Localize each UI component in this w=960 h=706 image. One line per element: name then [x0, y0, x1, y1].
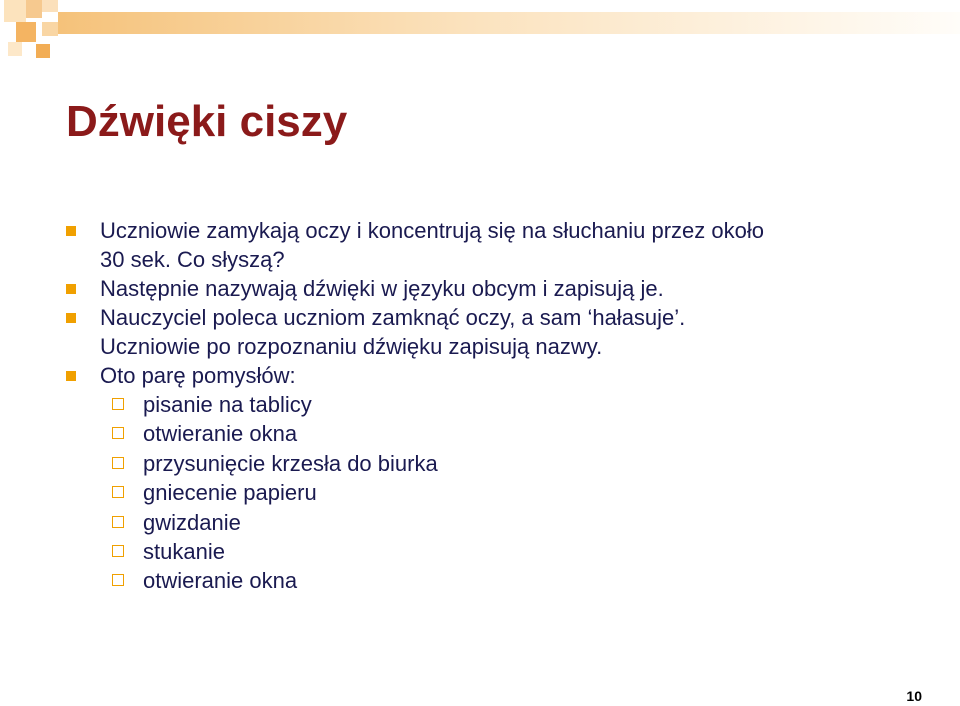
decor-square [26, 0, 42, 18]
hollow-square-bullet-icon [112, 427, 124, 439]
slide-content [66, 216, 936, 596]
slide-title: Dźwięki ciszy [66, 97, 348, 146]
bullet-item [66, 216, 936, 274]
header-gradient-stripe [58, 12, 960, 34]
page-number: 10 [906, 688, 922, 704]
idea-item [66, 508, 936, 537]
hollow-square-bullet-icon [112, 574, 124, 586]
square-bullet-icon [66, 371, 76, 381]
decor-square [42, 22, 58, 36]
hollow-square-bullet-icon [112, 516, 124, 528]
idea-item [66, 566, 936, 595]
decor-square [8, 42, 22, 56]
square-bullet-icon [66, 226, 76, 236]
hollow-square-bullet-icon [112, 545, 124, 557]
hollow-square-bullet-icon [112, 398, 124, 410]
hollow-square-bullet-icon [112, 457, 124, 469]
bullet-line: Oto parę pomysłów: [100, 363, 296, 388]
square-bullet-icon [66, 284, 76, 294]
idea-text: otwieranie okna [143, 421, 298, 447]
idea-text: gwizdanie [143, 509, 241, 535]
idea-text: otwieranie okna [143, 568, 298, 594]
idea-item [66, 537, 936, 566]
square-bullet-icon [66, 313, 76, 323]
idea-text: pisanie na tablicy [143, 392, 312, 417]
idea-text: przysunięcie krzesła do biurka [143, 450, 438, 476]
bullet-line: Uczniowie po rozpoznaniu dźwięku zapisują nazwy. [100, 334, 603, 359]
idea-item [66, 419, 936, 448]
idea-text: stukanie [143, 539, 225, 565]
decor-square [42, 0, 58, 12]
decor-square [36, 44, 50, 58]
idea-item [66, 390, 936, 419]
bullet-item [66, 274, 936, 303]
bullet-line: Uczniowie zamykają oczy i koncentrują się na słuchaniu przez około [100, 218, 764, 243]
decor-square [4, 0, 26, 22]
decorative-header-band [0, 0, 960, 62]
idea-text: gniecenie papieru [143, 480, 317, 506]
bullet-line: 30 sek. Co słyszą? [100, 247, 285, 272]
idea-item [66, 478, 936, 507]
decor-square [16, 22, 36, 42]
hollow-square-bullet-icon [112, 486, 124, 498]
bullet-item [66, 361, 936, 390]
bullet-item [66, 303, 936, 361]
idea-item [66, 449, 936, 478]
bullet-line: Nauczyciel poleca uczniom zamknąć oczy, a sam ‘hałasuje’. [100, 305, 686, 330]
bullet-line: Następnie nazywają dźwięki w języku obcym i zapisują je. [100, 276, 664, 301]
